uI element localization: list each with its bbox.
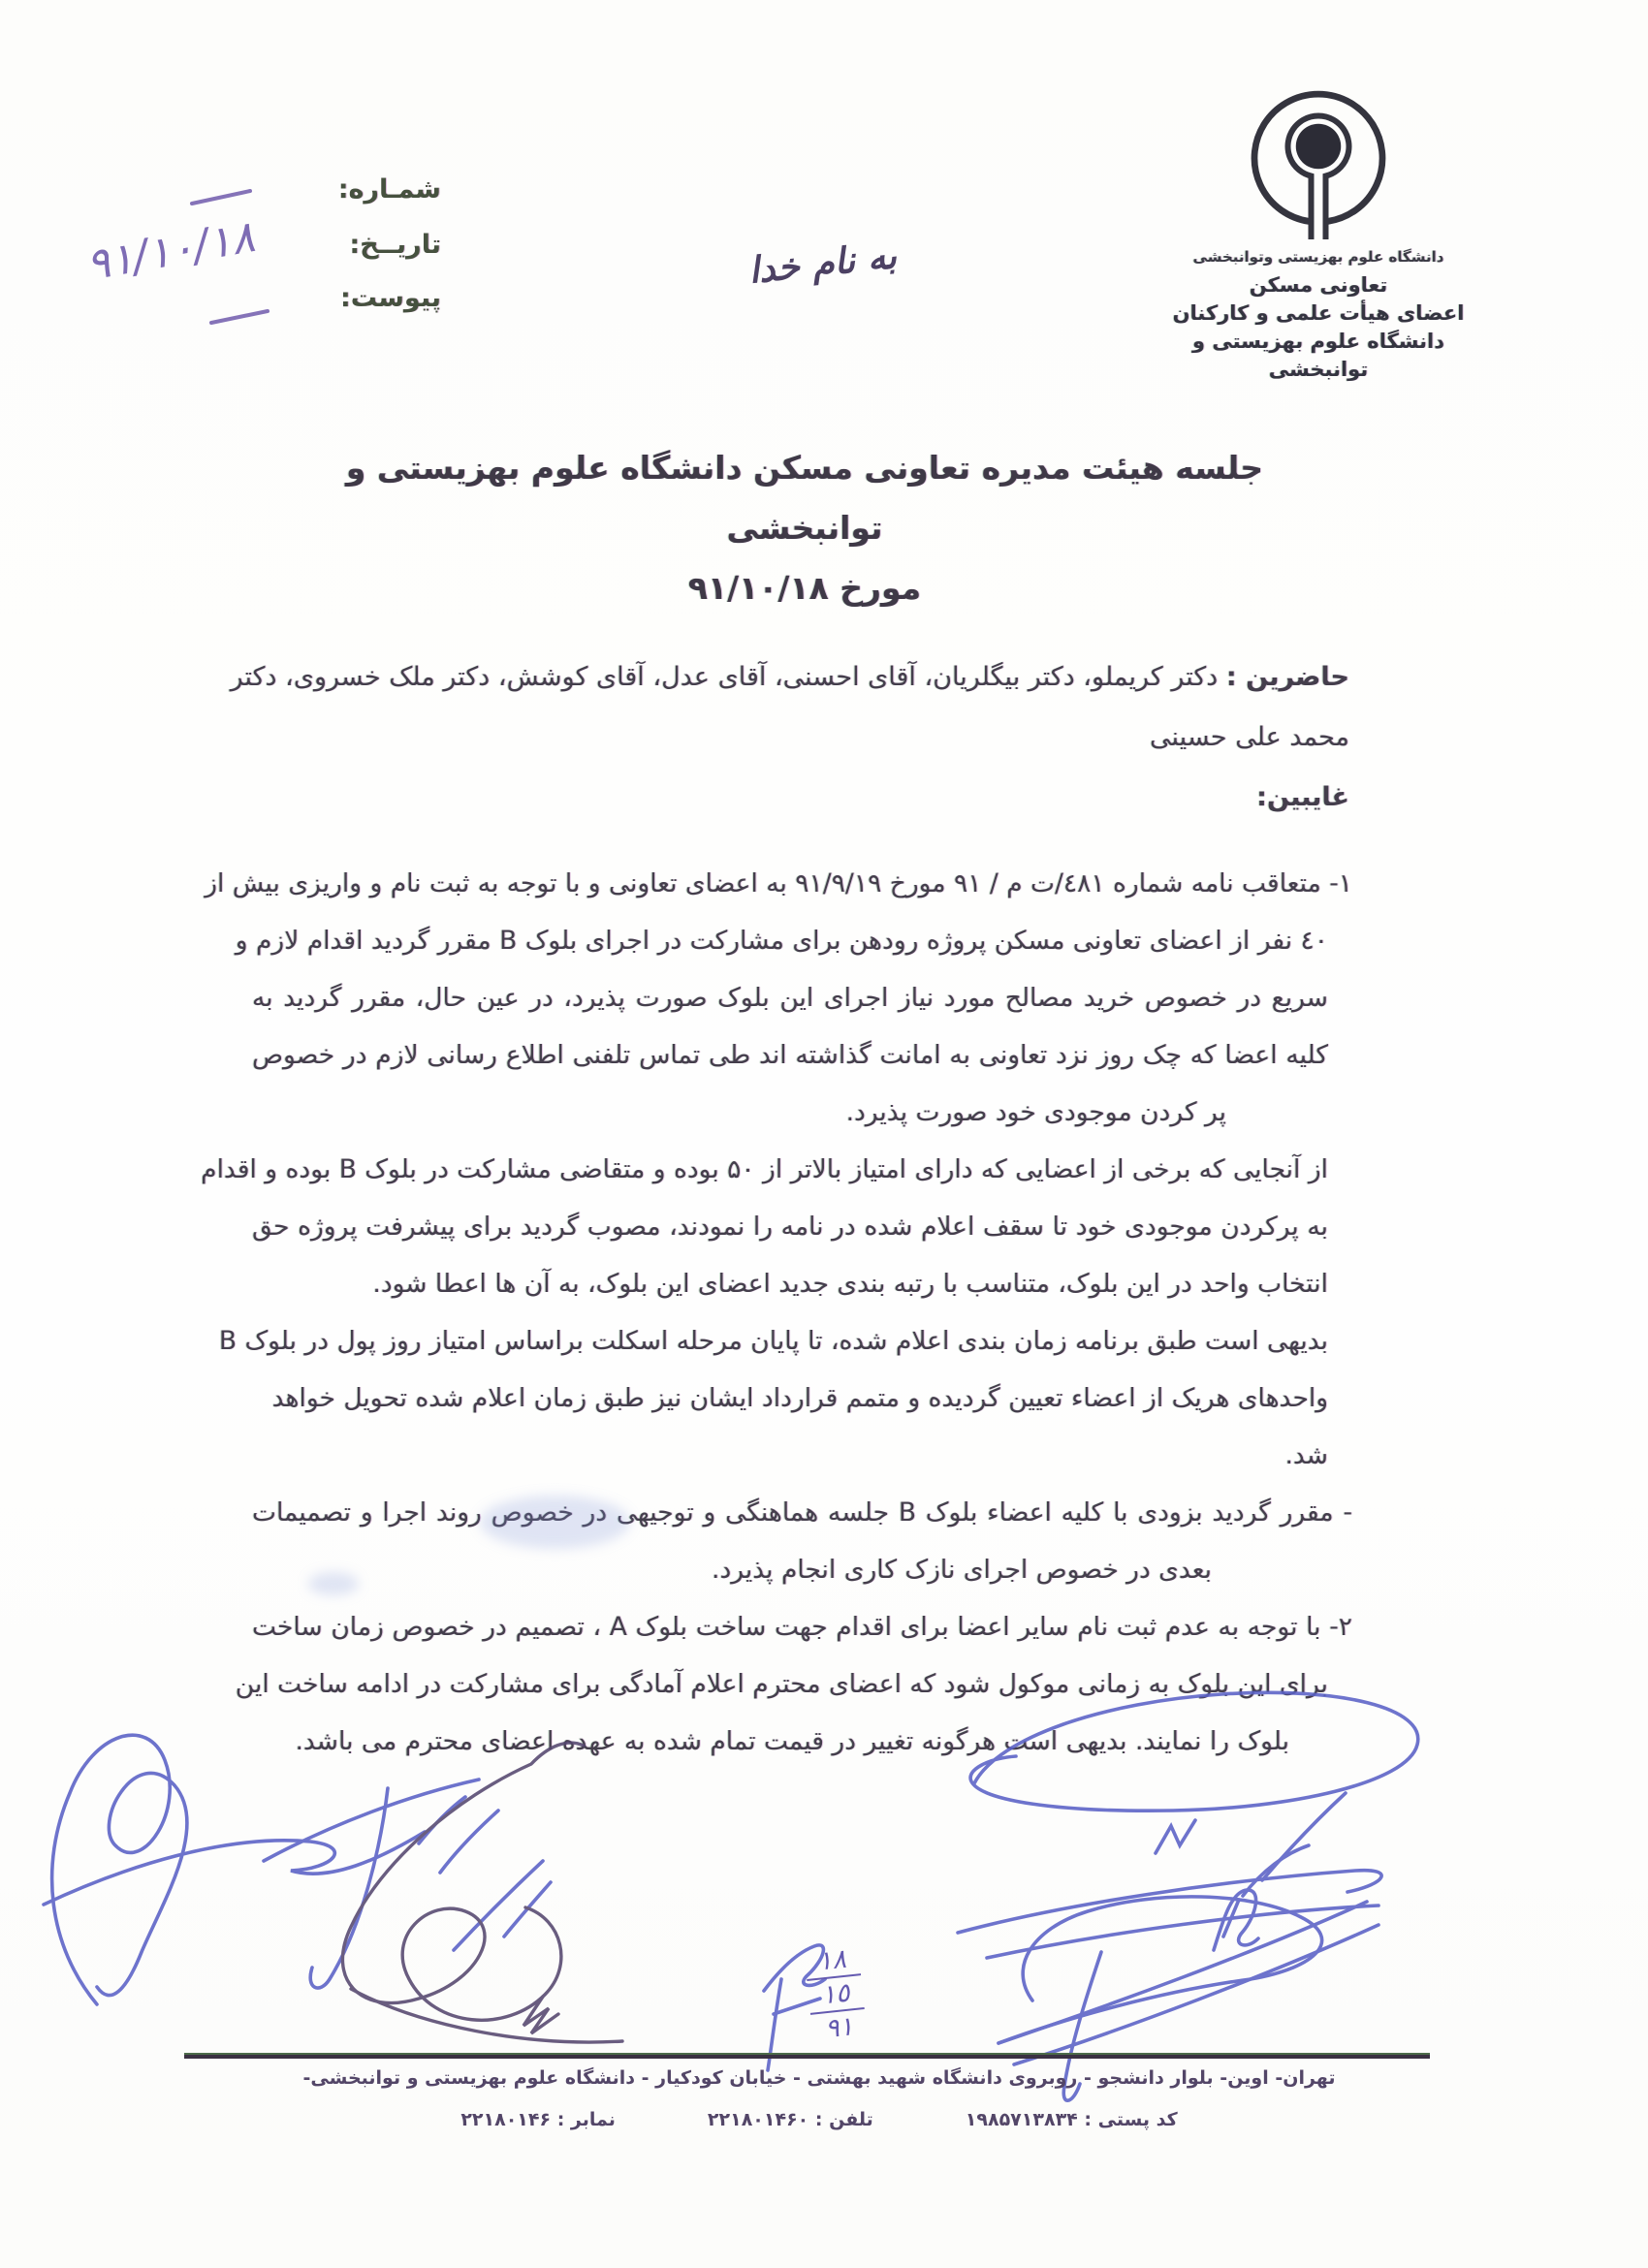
handwritten-dash: [211, 311, 268, 323]
signature-5: [958, 1871, 1381, 1958]
body-line: از آنجایی که برخی از اعضایی که دارای امتیاز بالاتر از ۵۰ بوده و متقاضی مشارکت در بلوک B بوده و اقدام: [201, 1154, 1328, 1184]
signature-3-tail: [351, 1989, 622, 2042]
meta-attachment-label: پیوست:: [339, 283, 441, 313]
body-line: برای این بلوک به زمانی موکول شود که اعضای محترم اعلام آمادگی برای مشارکت در ادامه ساخت این: [235, 1669, 1328, 1699]
body-line: ٤٠ نفر از اعضای تعاونی مسکن پروژه رودهن برای مشارکت در اجرای بلوک B مقرر گردید اقدام لازم و: [235, 926, 1328, 956]
footer-phone: [708, 2109, 873, 2130]
present-names: دکتر کریملو، دکتر بیگلریان، آقای احسنی، آقای عدل، آقای کوشش، دکتر ملک خسروی، دکتر: [230, 662, 1219, 692]
fax-value: ۲۲۱۸۰۱۴۶: [460, 2109, 552, 2130]
handwritten-date: ۹۱/۱۰/۱۸: [81, 210, 259, 291]
page-title: جلسه هیئت مدیره تعاونی مسکن دانشگاه علوم بهزیستی و توانبخشی: [345, 449, 1264, 547]
bismillah-calligraphy: به نام خدا: [746, 235, 899, 292]
body-line: واحدهای هریک از اعضاء تعیین گردیده و متمم قرارداد ایشان نیز طبق زمان اعلام شده تحویل خواهد شد.: [271, 1383, 1328, 1470]
body-line: کلیه اعضا که چک روز نزد تعاونی به امانت گذاشته اند طی تماس تلفنی اطلاع رسانی لازم در خصوص: [252, 1040, 1328, 1070]
org-name-line2: اعضای هیأت علمی و کارکنان: [1172, 301, 1465, 325]
meta-date-label: تاریــخ:: [349, 230, 441, 260]
postal-value: ۱۹۸۵۷۱۳۸۳۴: [965, 2109, 1078, 2130]
meta-number-label: شمـاره:: [337, 174, 441, 205]
signature-4: [970, 1692, 1418, 1811]
footer-address: تهران- اوین- بلوار دانشجو - روبروی دانشگاه شهید بهشتی - خیابان کودکیار - دانشگاه علوم بهزیستی و توانبخشی-: [302, 2067, 1336, 2089]
stacked-date-day: ۱۸: [804, 1941, 861, 1981]
absent-label: غایبین:: [1256, 782, 1349, 812]
footer-divider: [184, 2053, 1430, 2059]
org-name-line3: دانشگاه علوم بهزیستی و توانبخشی: [1191, 330, 1445, 381]
body-line: انتخاب واحد در این بلوک، متناسب با رتبه بندی جدید اعضای این بلوک، به آن ها اعطا شود.: [372, 1269, 1328, 1299]
body-line: سریع در خصوص خرید مصالح مورد نیاز اجرای این بلوک صورت پذیرد، در عین حال، مقرر گردید به: [252, 983, 1328, 1013]
footer-postal: [966, 2109, 1178, 2130]
stacked-date-month: ۱٥: [807, 1975, 864, 2015]
body-line: ۲- با توجه به عدم ثبت نام سایر اعضا برای اقدام جهت ساخت بلوک A ، تصمیم در خصوص زمان ساخت: [252, 1612, 1352, 1642]
footer-contact-row: [145, 2109, 1493, 2130]
present-label: حاضرین :: [1225, 662, 1349, 692]
page-title-date: مورخ ۹۱/۱۰/۱۸: [687, 569, 922, 607]
org-name-line1: تعاونی مسکن: [1249, 273, 1388, 297]
postal-label: کد پستی :: [1084, 2109, 1178, 2130]
body-line: - مقرر گردید بزودی با کلیه اعضاء بلوک B جلسه هماهنگی و توجیهی در خصوص روند اجرا و تصمیمات: [252, 1497, 1353, 1528]
body-line: بعدی در خصوص اجرای نازک کاری انجام پذیرد.: [712, 1555, 1212, 1585]
body-line: بلوک را نمایند. بدیهی است هرگونه تغییر در قیمت تمام شده به عهده اعضای محترم می باشد.: [295, 1726, 1289, 1756]
signature-6-diagonals: [998, 1845, 1379, 2064]
present-names-continued: محمد علی حسینی: [1150, 722, 1349, 752]
body-line: ۱- متعاقب نامه شماره ٤٨١/ت م / ۹۱ مورخ ۹۱/۹/۱۹ به اعضای تعاونی و با توجه به ثبت نام و واریزی بیش از: [205, 868, 1352, 898]
signature-1: [52, 1735, 187, 2004]
fax-label: نمابر :: [556, 2109, 616, 2130]
signature-stacked-date: [804, 1941, 868, 2046]
signature-4-marks: [1156, 1820, 1195, 1853]
body-line: پر کردن موجودی خود صورت پذیرد.: [845, 1097, 1226, 1127]
logo-caption: دانشگاه علوم بهزیستی وتوانبخشی: [1192, 248, 1444, 266]
phone-value: ۲۲۱۸۰۱۴۶۰: [707, 2109, 809, 2130]
phone-label: تلفن :: [814, 2109, 873, 2130]
footer-fax: [460, 2109, 616, 2130]
body-line: به پرکردن موجودی خود تا سقف اعلام شده در نامه را نمودند، مصوب گردید برای پیشرفت پروژه حق: [252, 1212, 1328, 1242]
body-line: بدیهی است طبق برنامه زمان بندی اعلام شده، تا پایان مرحله اسکلت براساس امتیاز روز پول در بلوک B: [218, 1326, 1328, 1356]
handwritten-dash: [192, 191, 250, 204]
stacked-date-year: ۹۱: [823, 2011, 855, 2045]
